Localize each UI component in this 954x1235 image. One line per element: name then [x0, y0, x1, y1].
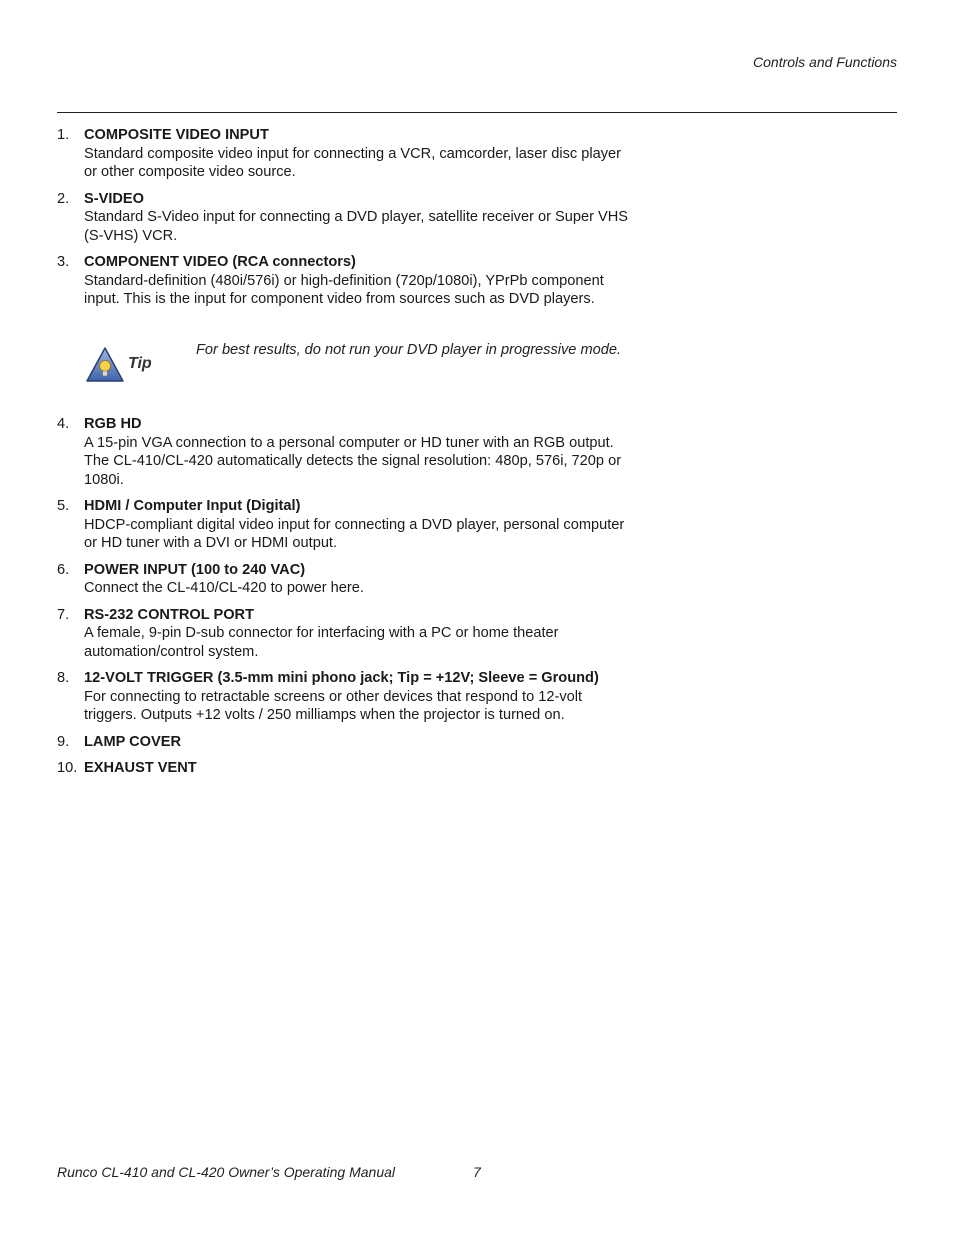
lightbulb-warning-icon	[85, 346, 125, 384]
item-heading: S-VIDEO	[84, 190, 145, 207]
item-description-line: (S-VHS) VCR.	[84, 227, 178, 244]
item-description-line: The CL-410/CL-420 automatically detects the signal resolution: 480p, 576i, 720p or	[84, 453, 622, 469]
item-description-line: A 15-pin VGA connection to a personal computer or HD tuner with an RGB output.	[84, 434, 614, 451]
item-heading: EXHAUST VENT	[84, 760, 197, 776]
footer-manual-title: Runco CL-410 and CL-420 Owner’s Operating Manual	[57, 1164, 396, 1180]
item-description-line: Connect the CL-410/CL-420 to power here.	[84, 580, 364, 596]
item-description-line: automation/control system.	[84, 643, 259, 660]
running-header: Controls and Functions	[753, 54, 897, 70]
item-heading: 12-VOLT TRIGGER (3.5-mm mini phono jack; Tip = +12V; Sleeve = Ground)	[84, 670, 599, 686]
header-rule	[57, 112, 897, 113]
list-item	[57, 733, 657, 752]
list-item	[57, 415, 657, 489]
item-number: 10.	[57, 760, 78, 776]
controls-list-part-1	[57, 126, 657, 309]
list-item	[57, 669, 657, 725]
list-item	[57, 497, 657, 553]
item-description-line: Standard-definition (480i/576i) or high-definition (720p/1080i), YPrPb component	[84, 272, 604, 289]
item-description-line: A female, 9-pin D-sub connector for interfacing with a PC or home theater	[84, 625, 559, 641]
item-heading: POWER INPUT (100 to 240 VAC)	[84, 561, 306, 578]
item-number: 2.	[57, 190, 70, 207]
tip-text: For best results, do not run your DVD player in progressive mode.	[196, 342, 622, 358]
item-heading: RS-232 CONTROL PORT	[84, 606, 255, 623]
item-description-line: triggers. Outputs +12 volts / 250 milliamps when the projector is turned on.	[84, 707, 565, 723]
item-heading: LAMP COVER	[84, 733, 182, 750]
item-heading: HDMI / Computer Input (Digital)	[84, 498, 301, 514]
item-description-line: input. This is the input for component video from sources such as DVD players.	[84, 291, 595, 307]
list-item	[57, 126, 657, 182]
item-description-line: For connecting to retractable screens or other devices that respond to 12-volt	[84, 688, 583, 705]
item-number: 5.	[57, 498, 70, 514]
item-number: 7.	[57, 606, 70, 623]
list-item	[57, 759, 657, 778]
item-description-line: HDCP-compliant digital video input for connecting a DVD player, personal computer	[84, 516, 625, 533]
tip-label: Tip	[128, 355, 152, 372]
item-description-line: or HD tuner with a DVI or HDMI output.	[84, 535, 338, 551]
item-heading: COMPOSITE VIDEO INPUT	[84, 127, 269, 143]
page-number: 7	[473, 1164, 481, 1180]
item-number: 8.	[57, 670, 70, 686]
item-number: 9.	[57, 733, 70, 750]
list-item	[57, 561, 657, 598]
list-item	[57, 606, 657, 662]
item-heading: RGB HD	[84, 416, 142, 432]
tip-callout	[85, 340, 685, 390]
list-item	[57, 190, 657, 246]
item-description-line: or other composite video source.	[84, 164, 296, 180]
item-number: 4.	[57, 416, 70, 432]
controls-list-part-2	[57, 415, 657, 778]
item-number: 3.	[57, 254, 70, 270]
list-item	[57, 253, 657, 309]
item-description-line: Standard composite video input for connecting a VCR, camcorder, laser disc player	[84, 145, 621, 162]
item-description-line: 1080i.	[84, 471, 124, 488]
item-heading: COMPONENT VIDEO (RCA connectors)	[84, 254, 356, 270]
item-number: 6.	[57, 561, 70, 578]
item-number: 1.	[57, 127, 70, 143]
item-description-line: Standard S-Video input for connecting a DVD player, satellite receiver or Super VHS	[84, 209, 629, 225]
